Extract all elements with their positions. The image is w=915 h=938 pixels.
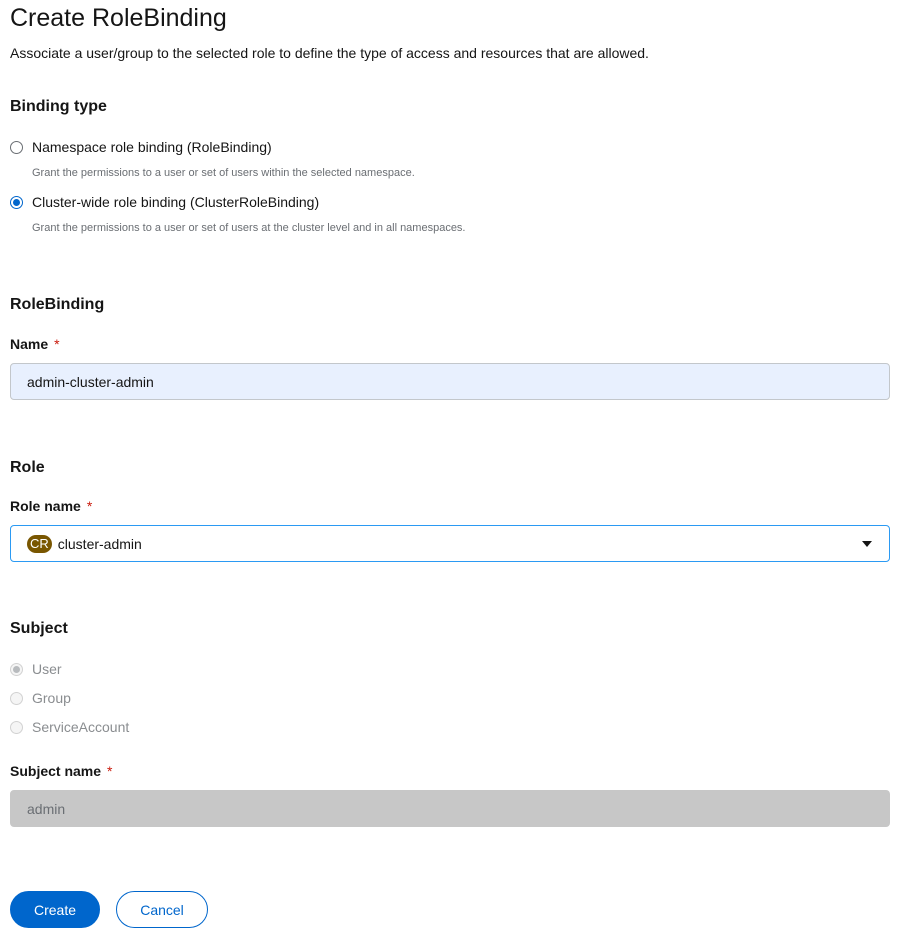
radio-label: ServiceAccount — [32, 719, 130, 735]
name-input[interactable] — [10, 363, 890, 400]
subject-section-title: Subject — [10, 620, 68, 637]
caret-down-icon[interactable] — [862, 541, 872, 547]
radio-label: Group — [32, 690, 71, 706]
radio-unchecked-icon[interactable] — [10, 141, 23, 154]
cancel-button[interactable]: Cancel — [116, 891, 208, 928]
radio-help-text: Grant the permissions to a user or set of users at the cluster level and in all namespaces. — [32, 222, 466, 234]
radio-checked-icon[interactable] — [10, 196, 23, 209]
subject-name-label-text: Subject name — [10, 763, 102, 779]
required-marker: * — [107, 763, 113, 779]
required-marker: * — [54, 336, 60, 352]
radio-help-text: Grant the permissions to a user or set of users within the selected namespace. — [32, 167, 415, 179]
subject-name-field-label — [10, 763, 112, 779]
role-select-value: cluster-admin — [57, 535, 142, 552]
radio-checked-icon[interactable] — [10, 663, 23, 676]
cluster-role-badge: CR — [27, 535, 52, 553]
radio-label: Cluster-wide role binding (ClusterRoleBinding) — [32, 194, 320, 210]
role-name-select[interactable] — [10, 525, 890, 562]
subject-name-input-value: admin — [27, 800, 66, 817]
name-field-label — [10, 336, 60, 352]
radio-label: Namespace role binding (RoleBinding) — [32, 139, 272, 155]
subject-serviceaccount-radio[interactable] — [10, 719, 129, 735]
subject-group-radio[interactable] — [10, 690, 71, 706]
rolebinding-section-title: RoleBinding — [10, 296, 105, 313]
role-section-title: Role — [10, 459, 45, 476]
subject-user-radio[interactable] — [10, 661, 62, 677]
role-name-label-text: Role name — [10, 498, 81, 514]
radio-unchecked-icon[interactable] — [10, 692, 23, 705]
radio-label: User — [32, 661, 62, 677]
page-description: Associate a user/group to the selected role to define the type of access and resources that are allowed. — [10, 45, 649, 61]
namespace-role-binding-radio[interactable] — [10, 139, 272, 155]
name-input-value: admin-cluster-admin — [27, 373, 154, 390]
subject-name-input[interactable] — [10, 790, 890, 827]
create-button[interactable]: Create — [10, 891, 100, 928]
binding-type-title: Binding type — [10, 98, 107, 115]
radio-unchecked-icon[interactable] — [10, 721, 23, 734]
cluster-role-binding-radio[interactable] — [10, 194, 319, 210]
name-label-text: Name — [10, 336, 49, 352]
role-name-field-label — [10, 498, 92, 514]
page-title: Create RoleBinding — [10, 4, 227, 32]
required-marker: * — [86, 498, 93, 514]
